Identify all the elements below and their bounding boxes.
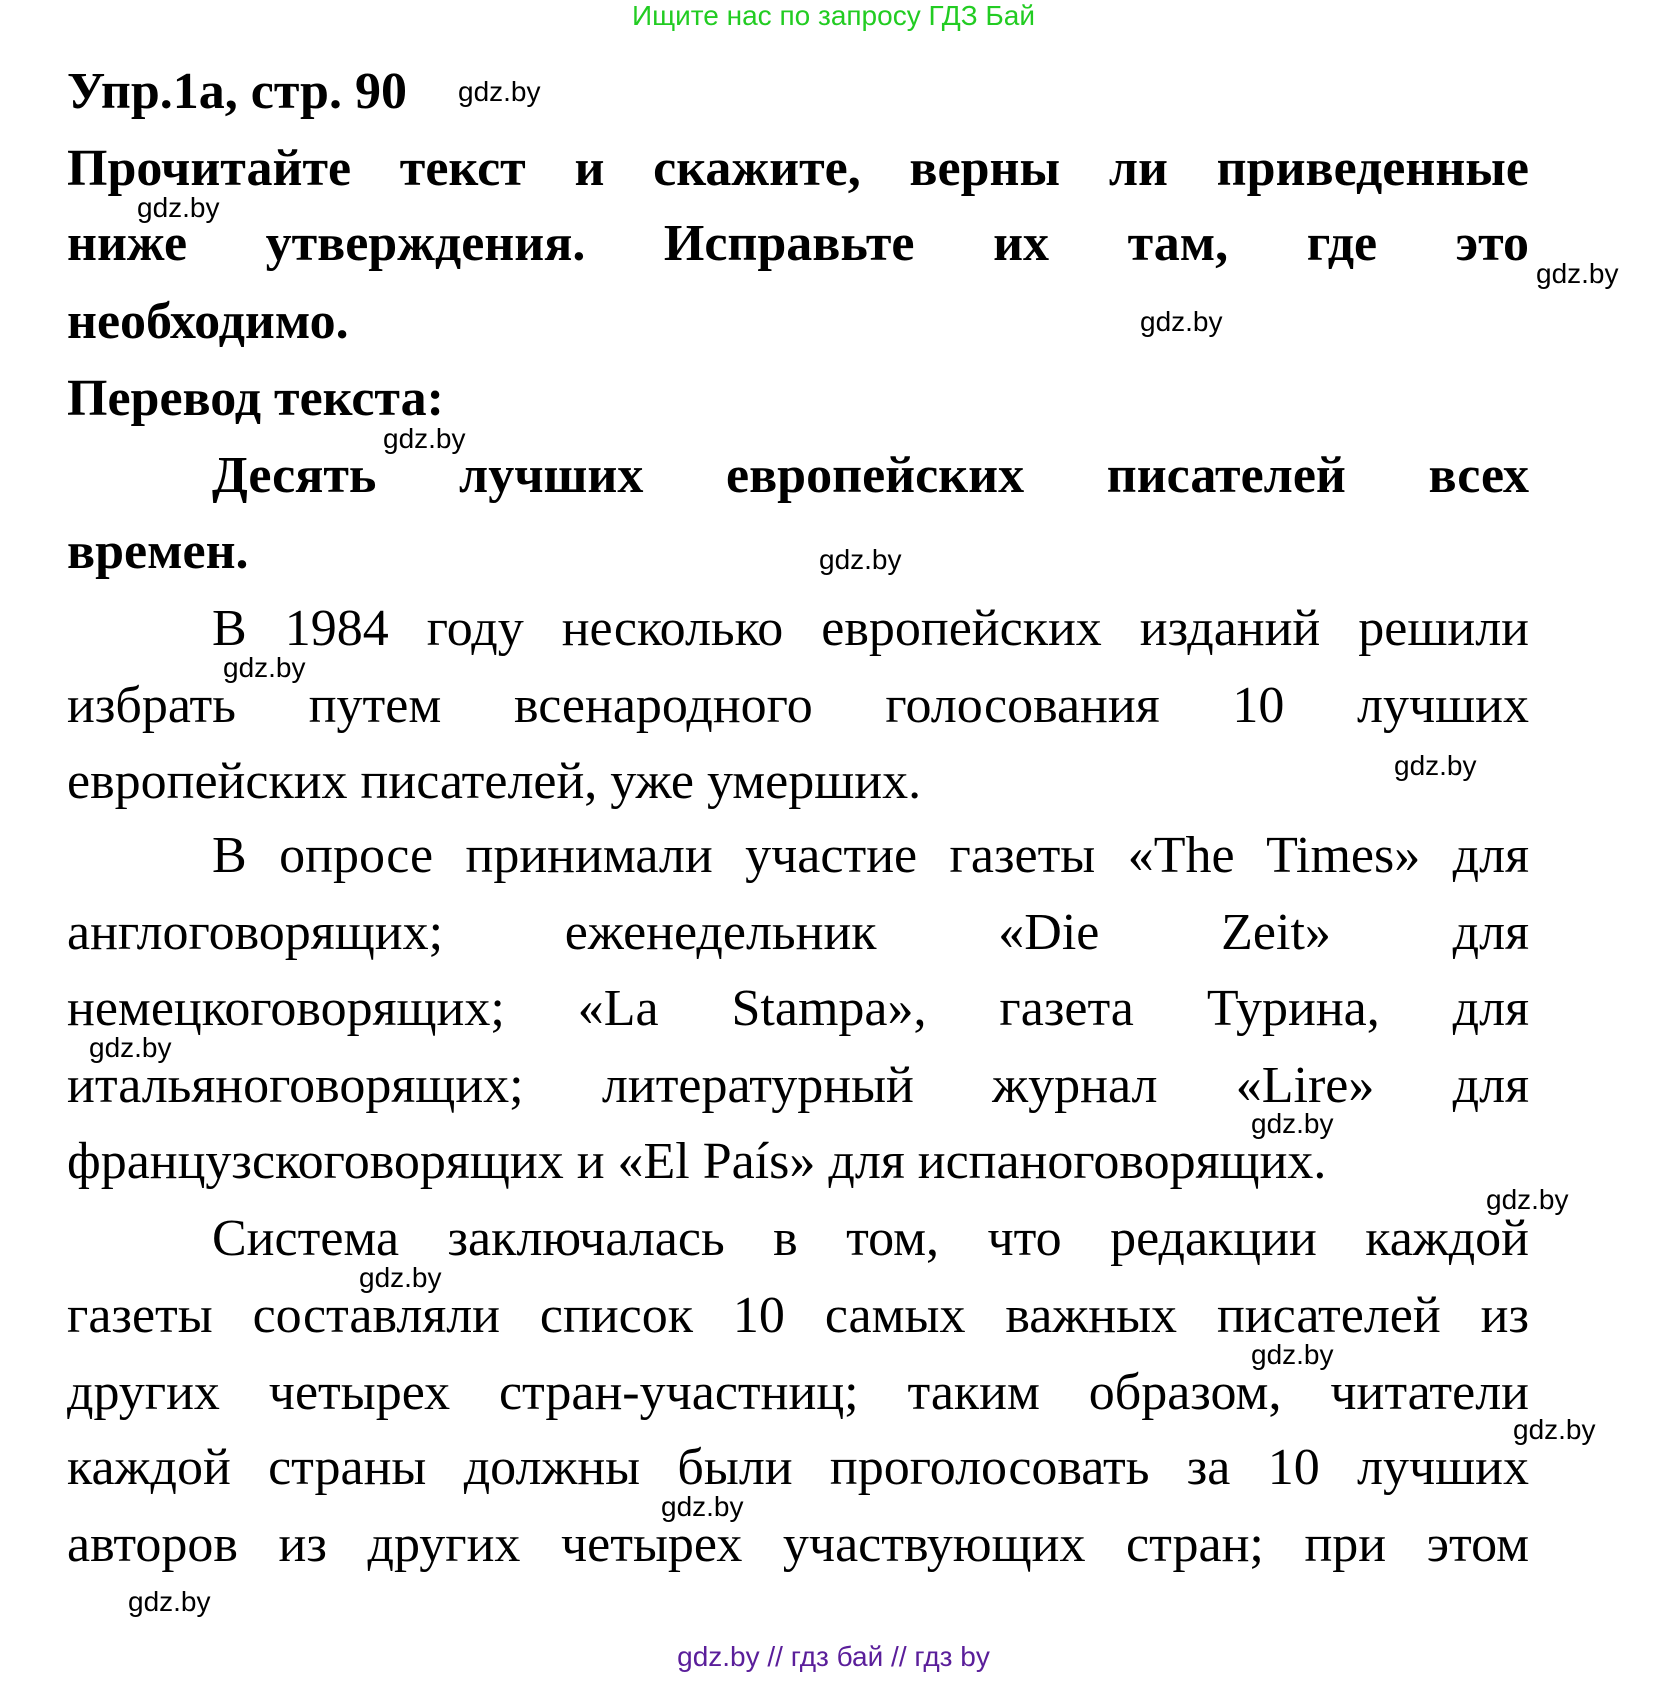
paragraph-line: В опросе принимали участие газеты «The Times» для: [212, 827, 1529, 884]
watermark: gdz.by: [128, 1586, 211, 1617]
watermark: gdz.by: [359, 1262, 442, 1293]
paragraph-line: европейских писателей, уже умерших.: [67, 753, 922, 810]
footer-links: gdz.by // гдз бай // гдз by: [677, 1641, 990, 1672]
watermark: gdz.by: [661, 1491, 744, 1522]
translation-label: Перевод текста:: [67, 370, 444, 427]
watermark: gdz.by: [383, 423, 466, 454]
paragraph-line: других четырех стран-участниц; таким образом, читатели: [67, 1364, 1529, 1421]
search-banner: Ищите нас по запросу ГДЗ Бай: [631, 0, 1036, 31]
paragraph-line: англоговорящих; еженедельник «Die Zeit» для: [67, 904, 1529, 961]
watermark: gdz.by: [1513, 1414, 1596, 1445]
watermark: gdz.by: [458, 76, 541, 107]
watermark: gdz.by: [1140, 306, 1223, 337]
paragraph-line: Система заключалась в том, что редакции каждой: [212, 1210, 1529, 1267]
paragraph-line: итальяноговорящих; литературный журнал «Lire» для: [67, 1057, 1529, 1114]
watermark: gdz.by: [1536, 258, 1619, 289]
watermark: gdz.by: [137, 192, 220, 223]
paragraph-line: газеты составляли список 10 самых важных писателей из: [67, 1287, 1529, 1344]
watermark: gdz.by: [1486, 1184, 1569, 1215]
instruction-line: Прочитайте текст и скажите, верны ли приведенные: [67, 140, 1529, 197]
watermark: gdz.by: [1251, 1339, 1334, 1370]
exercise-title: Упр.1а, стр. 90: [67, 63, 407, 120]
paragraph-line: авторов из других четырех участвующих стран; при этом: [67, 1516, 1529, 1573]
paragraph-line: французскоговорящих и «El País» для испаноговорящих.: [67, 1133, 1327, 1190]
paragraph-line: избрать путем всенародного голосования 10 лучших: [67, 677, 1529, 734]
watermark: gdz.by: [1251, 1108, 1334, 1139]
watermark: gdz.by: [819, 544, 902, 575]
paragraph-line: В 1984 году несколько европейских изданий решили: [212, 600, 1529, 657]
text-heading: времен.: [67, 523, 249, 580]
watermark: gdz.by: [1394, 750, 1477, 781]
text-heading: Десять лучших европейских писателей всех: [212, 447, 1529, 504]
instruction-line: ниже утверждения. Исправьте их там, где это: [67, 215, 1529, 272]
watermark: gdz.by: [223, 652, 306, 683]
paragraph-line: каждой страны должны были проголосовать за 10 лучших: [67, 1439, 1529, 1496]
paragraph-line: немецкоговорящих; «La Stampa», газета Турина, для: [67, 980, 1529, 1037]
instruction-line: необходимо.: [67, 293, 349, 350]
watermark: gdz.by: [89, 1032, 172, 1063]
